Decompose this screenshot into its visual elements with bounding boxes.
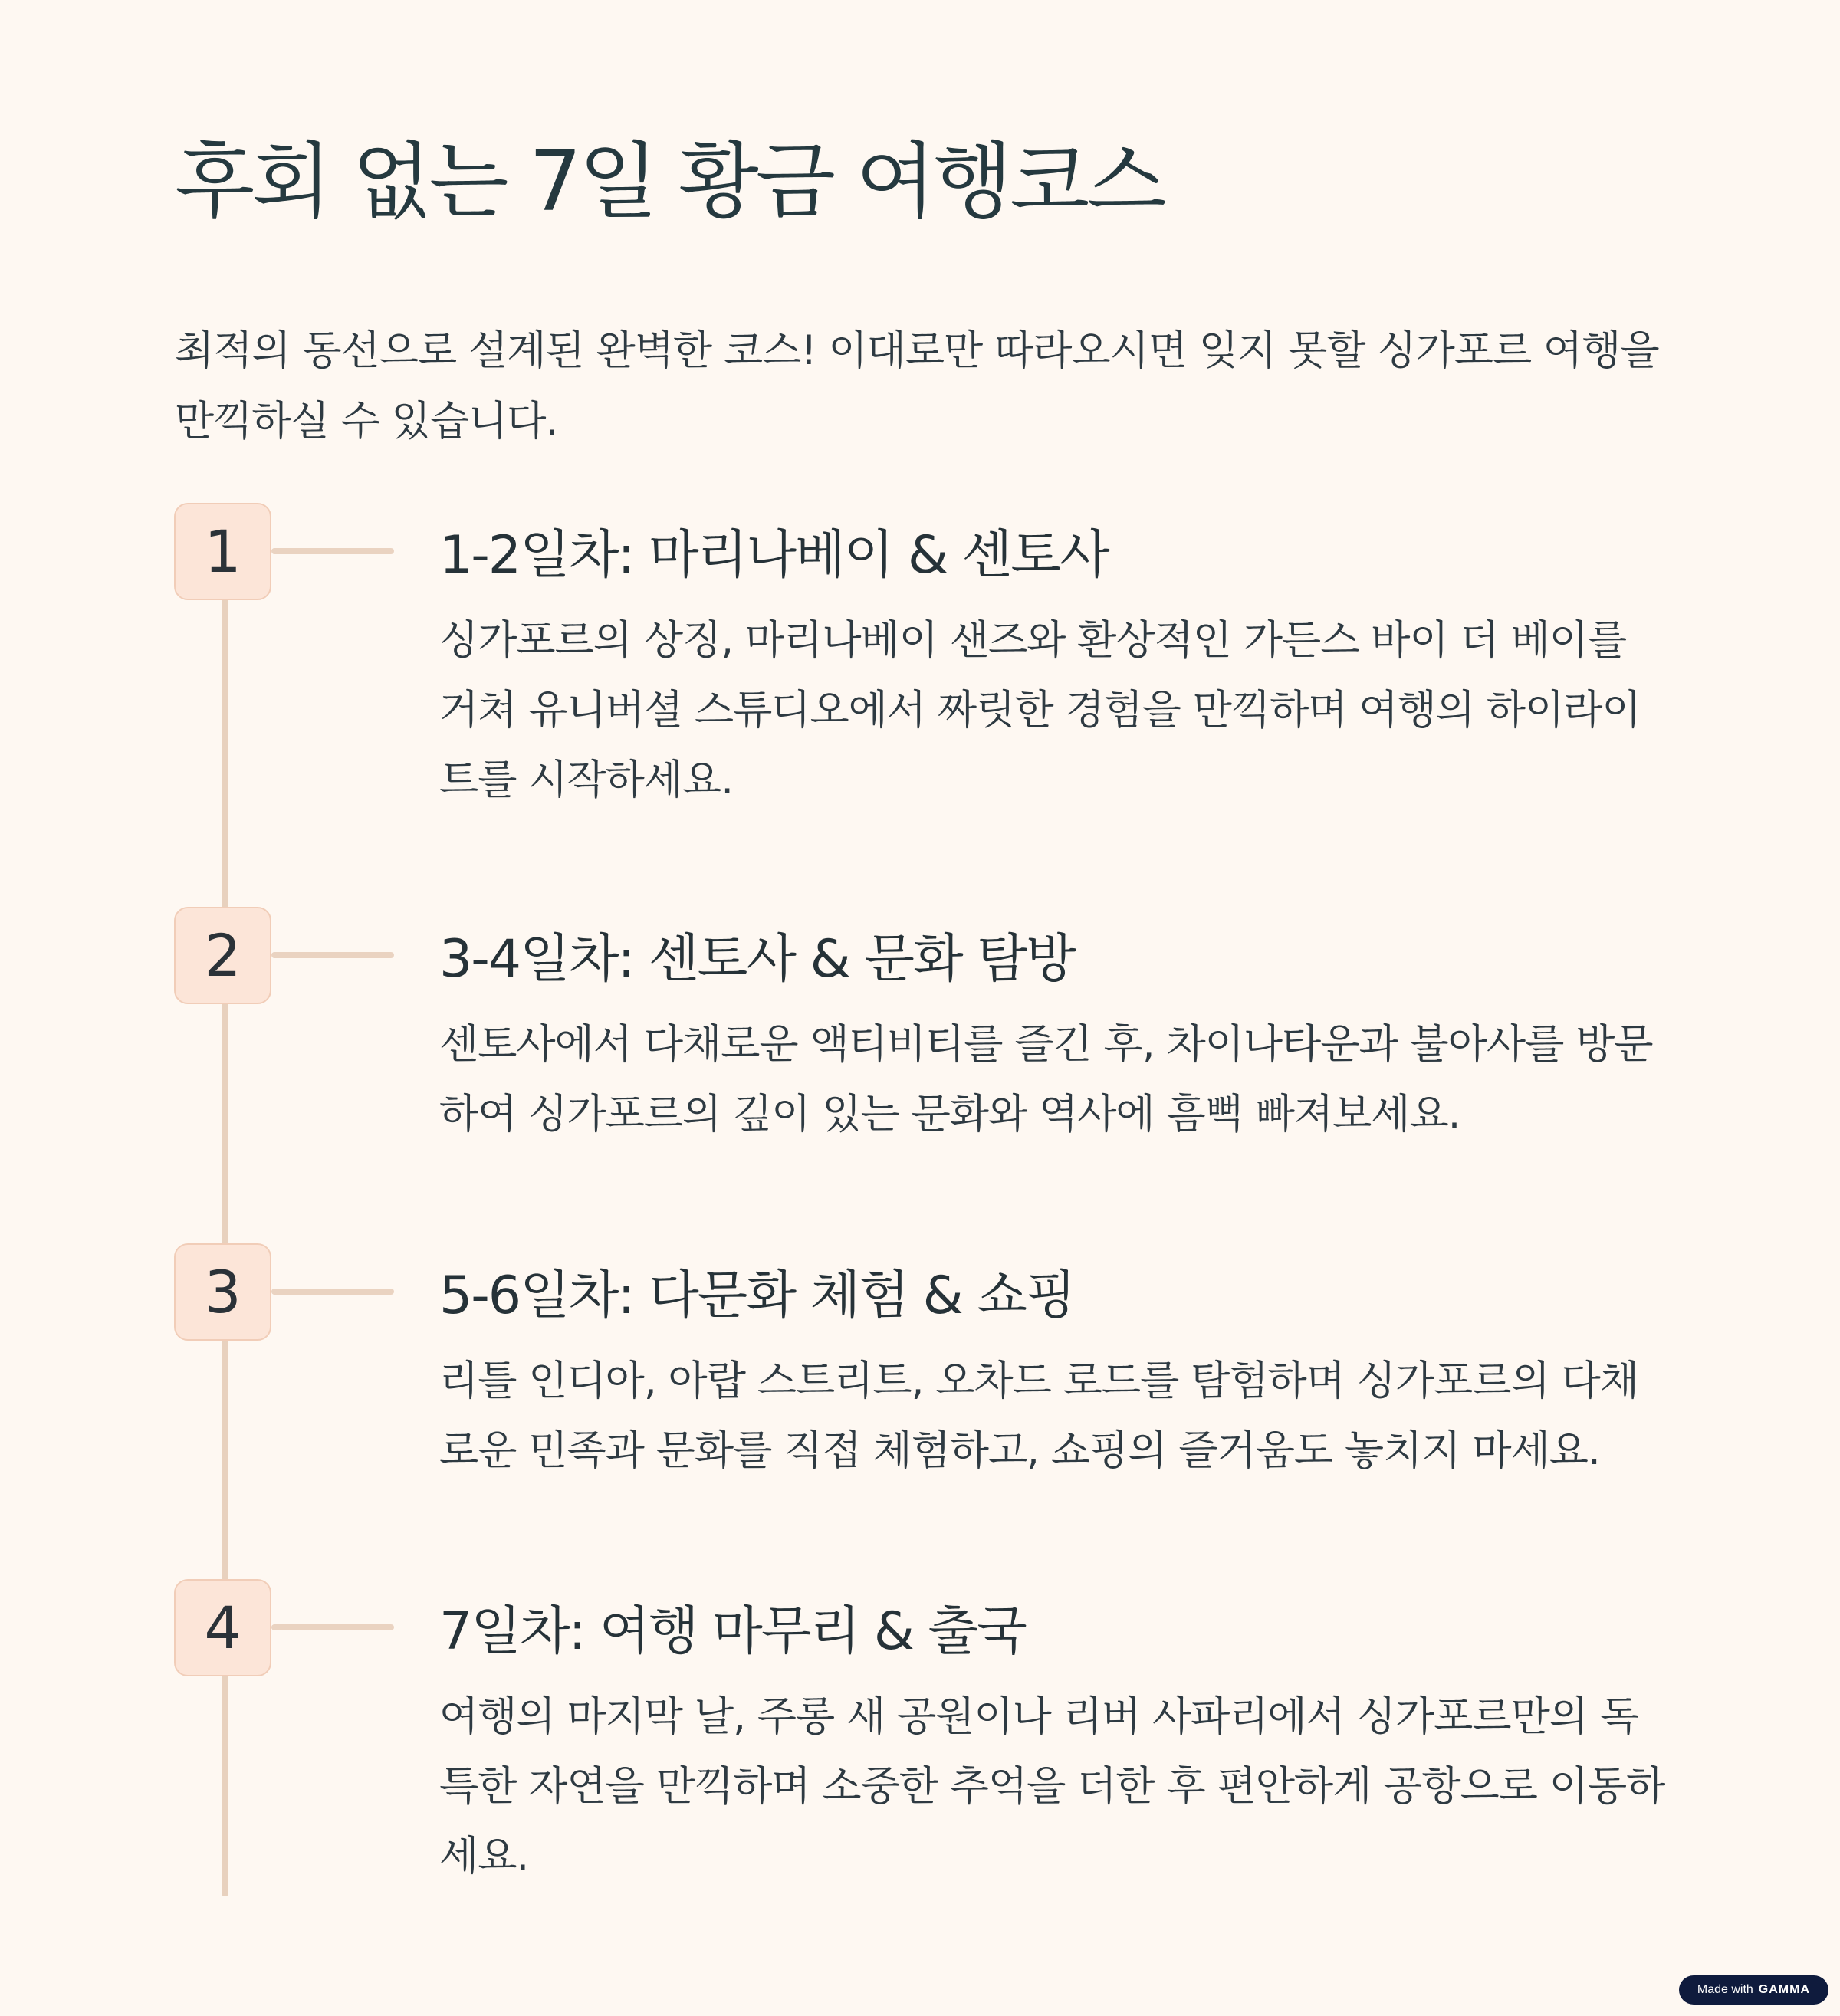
step-description: 센토사에서 다채로운 액티비티를 즐긴 후, 차이나타운과 불아사를 방문하여 싱가포르의 깊이 있는 문화와 역사에 흠뻑 빠져보세요. bbox=[439, 1021, 1653, 1138]
step-connector bbox=[271, 1289, 394, 1295]
step-title: 7일차: 여행 마무리 & 출국 bbox=[439, 1601, 1026, 1662]
step-title: 1-2일차: 마리나베이 & 센토사 bbox=[439, 525, 1109, 586]
step-connector bbox=[271, 548, 394, 554]
gamma-logo-text: GAMMA bbox=[1758, 1983, 1810, 1996]
step-number-badge: 2 bbox=[174, 907, 271, 1004]
page-title: 후회 없는 7일 황금 여행코스 bbox=[175, 134, 1164, 230]
step-number-badge: 1 bbox=[174, 503, 271, 600]
step-title: 3-4일차: 센토사 & 문화 탐방 bbox=[439, 929, 1075, 990]
step-description: 여행의 마지막 날, 주롱 새 공원이나 리버 사파리에서 싱가포르만의 독특한 자연을 만끽하며 소중한 추억을 더한 후 편안하게 공항으로 이동하세요. bbox=[439, 1693, 1665, 1880]
step-description: 싱가포르의 상징, 마리나베이 샌즈와 환상적인 가든스 바이 더 베이를 거쳐 유니버셜 스튜디오에서 짜릿한 경험을 만끽하며 여행의 하이라이트를 시작하세요. bbox=[439, 617, 1641, 803]
step-title: 5-6일차: 다문화 체험 & 쇼핑 bbox=[439, 1266, 1075, 1326]
step-number-badge: 3 bbox=[174, 1243, 271, 1341]
timeline-line bbox=[222, 537, 228, 1896]
made-with-gamma-badge[interactable] bbox=[1679, 1975, 1829, 2005]
step-number-badge: 4 bbox=[174, 1579, 271, 1676]
step-connector bbox=[271, 952, 394, 958]
intro-text: 최적의 동선으로 설계된 완벽한 코스! 이대로만 따라오시면 잊지 못할 싱가포르 여행을 만끽하실 수 있습니다. bbox=[175, 327, 1659, 445]
step-description: 리틀 인디아, 아랍 스트리트, 오차드 로드를 탐험하며 싱가포르의 다채로운 민족과 문화를 직접 체험하고, 쇼핑의 즐거움도 놓치지 마세요. bbox=[439, 1358, 1639, 1474]
step-connector bbox=[271, 1624, 394, 1630]
badge-prefix: Made with bbox=[1697, 1983, 1753, 1996]
